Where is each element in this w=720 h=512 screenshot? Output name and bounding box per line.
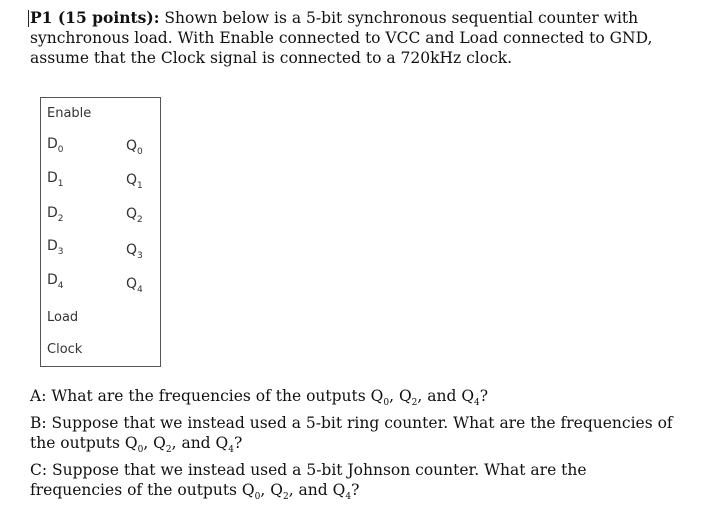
q0-pin: $Q_0$ bbox=[126, 138, 143, 157]
question-b: B: Suppose that we instead used a 5-bit ring counter. What are the frequencies of the outputs $Q_0$, $Q_2$, and $Q_4$? bbox=[30, 414, 673, 456]
q3-pin: $Q_3$ bbox=[126, 242, 143, 261]
question-a: A: What are the frequencies of the outputs $Q_0$, $Q_2$, and $Q_4$? bbox=[30, 387, 489, 409]
text-cursor bbox=[28, 10, 29, 27]
q4-pin: $Q_4$ bbox=[126, 276, 143, 295]
q1-pin: $Q_1$ bbox=[126, 172, 143, 191]
d4-pin: $D_4$ bbox=[47, 272, 64, 291]
d3-pin: $D_3$ bbox=[47, 238, 64, 257]
d2-pin: $D_2$ bbox=[47, 205, 64, 224]
question-c: C: Suppose that we instead used a 5-bit Johnson counter. What are the frequencies of the outputs $Q_0$, $Q_2$, and $Q_4$? bbox=[30, 461, 587, 503]
counter-diagram bbox=[40, 97, 161, 367]
enable-pin: Enable bbox=[47, 106, 92, 121]
problem-heading: P1 (15 points): bbox=[30, 8, 160, 27]
q2-pin: $Q_2$ bbox=[126, 206, 143, 225]
d1-pin: $D_1$ bbox=[47, 170, 64, 189]
problem-statement bbox=[30, 8, 670, 68]
clock-pin: Clock bbox=[47, 342, 83, 357]
d0-pin: $D_0$ bbox=[47, 136, 64, 155]
problem-intro-text: Shown below is a 5-bit synchronous sequential counter with synchronous load. With Enable connected to VCC and Load connected to GND, assume that the Clock signal is connected to a 720kHz clock. bbox=[30, 9, 653, 67]
load-pin: Load bbox=[47, 310, 79, 325]
questions bbox=[30, 386, 680, 507]
